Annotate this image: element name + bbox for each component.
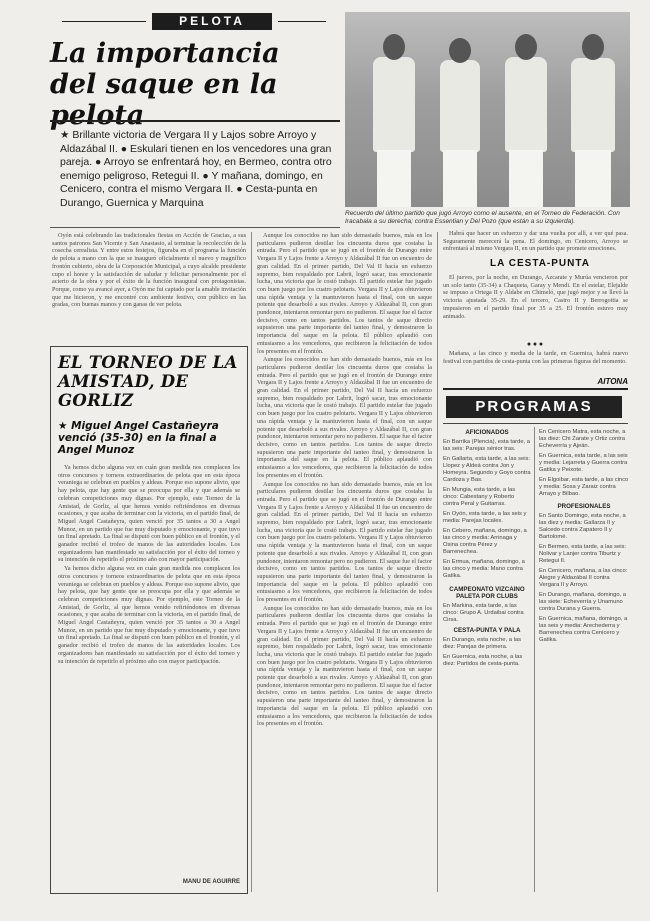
right-intro bbox=[443, 230, 628, 256]
player-legs bbox=[509, 150, 543, 207]
programas-item: En Guernica, mañana, domingo, a las seis y media: Arechederra y Barrenechea contra Cenicero y Gatika. bbox=[539, 616, 628, 643]
subheadline-box bbox=[50, 120, 340, 228]
player-head bbox=[449, 38, 471, 63]
programas-item: En Cenicero, mañana, a las cinco: Alegre y Aldazábal II contra Vergara II y Arroyo. bbox=[539, 568, 628, 588]
photo-caption: Recuerdo del último partido que jugó Arroyo como el ausente, en el Torneo de Federación. Con Iracabala a su derecha; contra Essentian y Del Pozo (que están a su izquierda). bbox=[345, 210, 620, 225]
middle-column bbox=[257, 232, 432, 892]
programas-rule bbox=[443, 423, 628, 424]
player-legs bbox=[377, 150, 411, 207]
programas-item: En Bermeo, esta tarde, a las seis: Nolivar y Lanjer contra Tiburtz y Retegui II. bbox=[539, 544, 626, 564]
torneo-paragraph: Ya hemos dicho alguna vez en cuán gran medida nos complacen los otros concursos y torneos extraordinarios de pelota que en esta época veraniega se celebran en pueblos y aldeas. Porque eso supone alivio, que hay pelota, que hay gente que se preocupa por ella y que además se celebran competiciones muy dignas. Por ejemplo, este Torneo de la Amistad, de Gorliz, al que hemos venido refiriéndonos en diversas ocasiones, y que acaba de terminar con la victoria, en el partido final, de Miguel Angel Castañeyra, quien venció por 35 tantos a 30 a Angel Munoz, en un partido que fue muy disputado y emocionante, y que tuvo un final apretado. La final se disputó con buen público en el frontón, y el ganador recibió el trofeo de manos de las autoridades locales. Los organizadores han manifestado su satisfacción por el éxito del torneo y su intención de repetirlo el próximo año con mayor participación. bbox=[58, 565, 240, 665]
programas-item: En Mungia, esta tarde, a las cinco: Cabestany y Roberto contra Peral y Guitarras. bbox=[443, 487, 516, 507]
programas-column-rule bbox=[534, 427, 535, 892]
torneo-signature: MANU DE AGUIRRE bbox=[182, 879, 240, 885]
programas-item: En Santo Domingo, esta noche, a las diez y media: Gallarza II y Salcedo contra Zapatero II y Bartolomé. bbox=[539, 513, 626, 540]
programas-right bbox=[539, 427, 629, 892]
right-paragraph: Habrá que hacer un esfuerzo y dar una vuelta por allí, a ver qué pasa. Seguramente merecerá la pena. El domingo, en Cenicero, Arroyo se enfrentará al mismo Vergara II, en un partido que promete emociones. bbox=[443, 230, 628, 253]
programas-left bbox=[443, 427, 531, 892]
programas-item: En Ermua, mañana, domingo, a las cinco y media: Mano contra Gatika. bbox=[443, 559, 525, 579]
torneo-title: EL TORNEO DE LA AMISTAD, DE GORLIZ bbox=[58, 353, 238, 410]
star-icon: ★ bbox=[58, 420, 72, 432]
player-figure bbox=[505, 57, 547, 152]
torneo-body bbox=[58, 464, 240, 879]
cesta-paragraph: El jueves, por la noche, en Durango, Azcarate y Murúa vencieron por un solo tanto (35-34) a Chaqueta, Garay y Mendi. En el estelar, Elejalde se impuso a Ortega II y Aldabe en Chimeló, que jugó mejor y se llevó la victoria ajustada 35-29. En el tercero, Castro II y Berrogoitia se impusieron en el partido final por 35 a 25. El frontón estuvo muy animado. bbox=[443, 274, 628, 320]
player-figure bbox=[571, 58, 615, 152]
player-figure bbox=[440, 60, 480, 152]
player-head bbox=[383, 34, 405, 60]
tag-rule-left bbox=[62, 21, 146, 22]
programas-item: En Cebero, mañana, domingo, a las cinco y media: Arrinaga y Osina contra Pérez y Barrenechea. bbox=[443, 528, 527, 555]
player-head bbox=[582, 34, 604, 60]
programas-item: En Elgoibar, esta tarde, a las cinco y media: Sosa y Zaraiz contra Arrayo y Bilbao. bbox=[539, 477, 629, 497]
subheadline: ★ Brillante victoria de Vergara II y Lajos sobre Arroyo y Aldazábal II. ● Eskulari tienen en los vencedores una gran pareja. ● Arroyo se enfrentará hoy, en Bermeo, contra otro enemigo peligroso, Retegui II. ● Y mañana, domingo, en Cenicero, contra el mismo Vergara II. ● Cesta-punta en Durango, Guernica y Marquina bbox=[60, 129, 332, 209]
cesta-title: LA CESTA-PUNTA bbox=[490, 258, 590, 269]
cesta-signature: AITONA bbox=[597, 377, 628, 386]
programas-item: En Durango, mañana, domingo, a las siete: Echeverría y Unamuno contra Durana y Guerra. bbox=[539, 592, 627, 612]
intro-paragraph: Oyón está celebrando las tradicionales fiestas en Acción de Gracias, a sus santos patronos San Vicente y San Anastasio, al terminar la recolección de la cosecha cerealista. Y entre estos festejos, figuraba en el programa la función de pelota a mano con la que se inauguró oficialmente el nuevo y magnífico frontón cubierto, obra de la Corporación Municipal, a cuyo alcalde presidente cupo el honor y la satisfacción de saludar y felicitar personalmente por el acierto de la obra y por el éxito de la función inaugural con protagonistas. Porque, como ya avancé ayer, a Oyón me fui captado por la amable invitación que me hicieron, y me encontré con ambiente festivo, con público en las gradas, con buenas manos y con ganas de ver pelota. bbox=[52, 232, 246, 309]
tag-rule-right bbox=[278, 21, 326, 22]
middle-paragraph: Aunque los conocidos no han sido demasiado buenos, más en los particulares pudieron destilar los cincuenta duros que costaba la entrada. Pero el partido que se jugó en el frontón de Durango entre Vergara II y Lajos frente a Arroyo y Aldazábal II fue un encuentro de gran calidad. En el primer partido, Del Val II hacía un esfuerzo supremo, bien respaldado por Labrit, logró sacar, tras emocionante lucha, una victoria que le costó trabajo. El partido estelar fue jugado con buen juego por los cuatro pelotaris. Vergara II y Lajos obtuvieron una rápida ventaja y la mantuvieron hasta el final, con un saque potente que desarboló a sus rivales. Arroyo y Aldazábal II, con gran pundonor, intentaron remontar pero no pudieron. El saque fue el factor decisivo, como en tantos partidos. Los tantos de saque directo supusieron una parte importante del tanteo final, y demostraron la importancia del saque en la pelota. El público aplaudió con entusiasmo a los vencedores, que recibieron la felicitación de todos los presentes en el frontón. bbox=[257, 232, 432, 355]
separator-dots: ● ● ● bbox=[526, 340, 544, 348]
programas-item: En Barrika (Plencia), esta tarde, a las seis: Parejas sénior tras. bbox=[443, 439, 530, 452]
column-rule bbox=[437, 232, 438, 892]
torneo-paragraph: Ya hemos dicho alguna vez en cuán gran medida nos complacen los otros concursos y torneos extraordinarios de pelota que en esta época veraniega se celebran en pueblos y aldeas. Porque eso supone alivio, que hay pelota, que hay gente que se preocupa por ella y que además se celebran competiciones muy dignas. Por ejemplo, este Torneo de la Amistad, de Gorliz, al que hemos venido refiriéndonos en diversas ocasiones, y que acaba de terminar con la victoria, en el partido final, de Miguel Angel Castañeyra, quien venció por 35 tantos a 30 a Angel Munoz, en un partido que fue muy disputado y emocionante, y que tuvo un final apretado. La final se disputó con buen público en el frontón, y el ganador recibió el trofeo de manos de las autoridades locales. Los organizadores han manifestado su satisfacción por el éxito del torneo y su intención de repetirlo el próximo año con mayor participación. bbox=[58, 464, 240, 564]
programas-item: En Guernica, esta tarde, a las seis y media: Lejarreta y Guerra contra Gatika y Peixote. bbox=[539, 453, 628, 473]
column-rule bbox=[251, 232, 252, 892]
programas-item: En Markina, esta tarde, a las cinco: Grupo A. Urdaibai contra Cirsa. bbox=[443, 603, 524, 623]
programas-left2-heading: CAMPEONATO VIZCAINO PALETA POR CLUBS bbox=[449, 586, 525, 600]
photo-players bbox=[345, 12, 630, 207]
middle-paragraph: Aunque los conocidos no han sido demasiado buenos, más en los particulares pudieron destilar los cincuenta duros que costaba la entrada. Pero el partido que se jugó en el frontón de Durango entre Vergara II y Lajos frente a Arroyo y Aldazábal II fue un encuentro de gran calidad. En el primer partido, Del Val II hacía un esfuerzo supremo, bien respaldado por Labrit, logró sacar, tras emocionante lucha, una victoria que le costó trabajo. El partido estelar fue jugado con buen juego por los cuatro pelotaris. Vergara II y Lajos obtuvieron una rápida ventaja y la mantuvieron hasta el final, con un saque potente que desarboló a sus rivales. Arroyo y Aldazábal II, con gran pundonor, intentaron remontar pero no pudieron. El saque fue el factor decisivo, como en tantos partidos. Los tantos de saque directo supusieron una parte importante del tanteo final, y demostraron la importancia del saque en la pelota. El público aplaudió con entusiasmo a los vencedores, que recibieron la felicitación de todos los presentes en el frontón. bbox=[257, 356, 432, 479]
torneo-subtitle bbox=[58, 420, 240, 456]
programas-item: En Cenicero Matra, esta noche, a las diez: Chi Zarate y Ortiz contra Echeverría y Ajeán. bbox=[539, 429, 626, 449]
programas-subheading: PROFESIONALES bbox=[557, 503, 611, 510]
cesta-body bbox=[443, 274, 628, 338]
player-legs bbox=[443, 150, 477, 207]
programas-item: En Gallarta, esta tarde, a las seis: Llopez y Aldeá contra Jon y Homeyra. Segundo y Goyo contra Cardoza y Bas. bbox=[443, 456, 531, 483]
player-legs bbox=[575, 150, 611, 207]
player-head bbox=[515, 34, 537, 60]
programas-item: En Guernica, esta noche, a las diez: Partidos de cesta-punta. bbox=[443, 654, 523, 667]
middle-paragraph: Aunque los conocidos no han sido demasiado buenos, más en los particulares pudieron destilar los cincuenta duros que costaba la entrada. Pero el partido que se jugó en el frontón de Durango entre Vergara II y Lajos frente a Arroyo y Aldazábal II fue un encuentro de gran calidad. En el primer partido, Del Val II hacía un esfuerzo supremo, bien respaldado por Labrit, logró sacar, tras emocionante lucha, una victoria que le costó trabajo. El partido estelar fue jugado con buen juego por los cuatro pelotaris. Vergara II y Lajos obtuvieron una rápida ventaja y la mantuvieron hasta el final, con un saque potente que desarboló a sus rivales. Arroyo y Aldazábal II, con gran pundonor, intentaron remontar pero no pudieron. El saque fue el factor decisivo, como en tantos partidos. Los tantos de saque directo supusieron una parte importante del tanteo final, y demostraron la importancia del saque en la pelota. El público aplaudió con entusiasmo a los vencedores, que recibieron la felicitación de todos los presentes en el frontón. bbox=[257, 480, 432, 604]
programas-item: En Oyón, esta tarde, a las seis y media: Parejas locales. bbox=[443, 511, 527, 524]
programas-rule bbox=[443, 388, 628, 390]
middle-paragraph: Aunque los conocidos no han sido demasiado buenos, más en los particulares pudieron destilar los cincuenta duros que costaba la entrada. Pero el partido que se jugó en el frontón de Durango entre Vergara II y Lajos frente a Arroyo y Aldazábal II fue un encuentro de gran calidad. En el primer partido, Del Val II hacía un esfuerzo supremo, bien respaldado por Labrit, logró sacar, tras emocionante lucha, una victoria que le costó trabajo. El partido estelar fue jugado con buen juego por los cuatro pelotaris. Vergara II y Lajos obtuvieron una rápida ventaja y la mantuvieron hasta el final, con un saque potente que desarboló a sus rivales. Arroyo y Aldazábal II, con gran pundonor, intentaron remontar pero no pudieron. El saque fue el factor decisivo, como en tantos partidos. Los tantos de saque directo supusieron una parte importante del tanteo final, y demostraron la importancia del saque en la pelota. El público aplaudió con entusiasmo a los vencedores, que recibieron la felicitación de todos los presentes en el frontón. bbox=[257, 604, 432, 728]
programas-left-heading: AFICIONADOS bbox=[465, 429, 509, 436]
cesta-paragraph: Mañana, a las cinco y media de la tarde, en Guernica, habrá nuevo festival con partidos de cesta-punta con las primeras figuras del momento. bbox=[443, 350, 628, 365]
torneo-box bbox=[50, 346, 248, 894]
cesta-body-2 bbox=[443, 350, 628, 376]
programas-item: En Durango, esta noche, a las diez: Parejas de primera. bbox=[443, 637, 521, 650]
player-figure bbox=[373, 57, 415, 152]
programas-title: PROGRAMAS bbox=[446, 396, 622, 418]
headline: La importancia del saque en la pelota bbox=[50, 38, 280, 131]
intro-text bbox=[52, 232, 246, 332]
torneo-subtitle-text: Miguel Angel Castañeyra venció (35-30) en la final a Angel Munoz bbox=[58, 420, 219, 456]
section-tag: PELOTA bbox=[152, 13, 272, 30]
programas-subheading: CESTA-PUNTA Y PALA bbox=[453, 627, 521, 634]
